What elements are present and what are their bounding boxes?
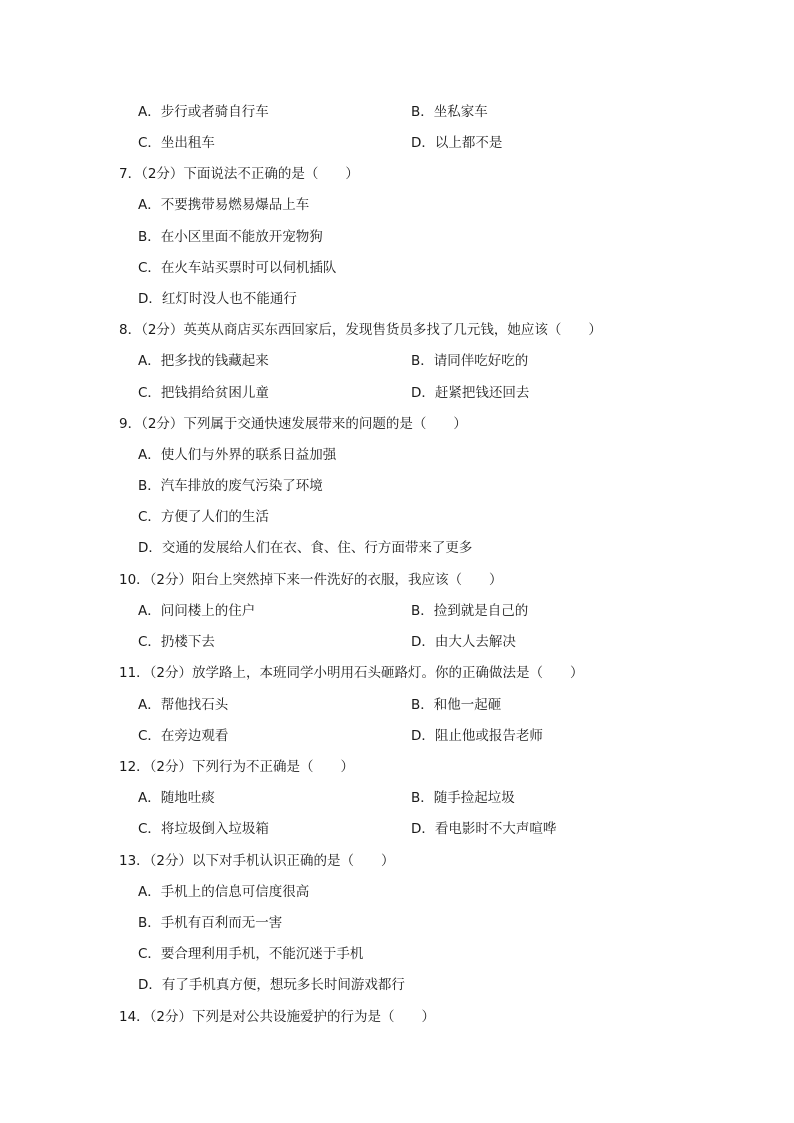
q6-option-b: B．坐私家车 — [411, 104, 488, 120]
q11-option-b: B．和他一起砸 — [411, 697, 502, 713]
q13-stem: 13．（2分）以下对手机认识正确的是（ ） — [119, 853, 395, 869]
q10-stem: 10．（2分）阳台上突然掉下来一件洗好的衣服，我应该（ ） — [119, 572, 503, 588]
q6-option-d: D．以上都不是 — [411, 135, 503, 151]
q9-stem: 9．（2分）下列属于交通快速发展带来的问题的是（ ） — [119, 416, 467, 432]
q12-option-a: A．随地吐痰 — [138, 790, 215, 806]
q9-option-d: D．交通的发展给人们在衣、食、住、行方面带来了更多 — [138, 540, 473, 556]
q13-option-d: D．有了手机真方便，想玩多长时间游戏都行 — [138, 977, 405, 993]
q12-stem: 12．（2分）下列行为不正确是（ ） — [119, 759, 355, 775]
q13-option-a: A．手机上的信息可信度很高 — [138, 884, 310, 900]
q14-stem: 14．（2分）下列是对公共设施爱护的行为是（ ） — [119, 1009, 436, 1025]
q11-option-c: C．在旁边观看 — [138, 728, 229, 744]
q7-option-b: B．在小区里面不能放开宠物狗 — [138, 229, 323, 245]
q7-option-d: D．红灯时没人也不能通行 — [138, 291, 297, 307]
q9-option-b: B．汽车排放的废气污染了环境 — [138, 478, 323, 494]
q10-option-c: C．扔楼下去 — [138, 634, 215, 650]
q12-option-c: C．将垃圾倒入垃圾箱 — [138, 821, 269, 837]
q11-stem: 11．（2分）放学路上，本班同学小明用石头砸路灯。你的正确做法是（ ） — [119, 665, 584, 681]
q6-option-a: A．步行或者骑自行车 — [138, 104, 269, 120]
q8-option-d: D．赶紧把钱还回去 — [411, 385, 530, 401]
q10-option-b: B．捡到就是自己的 — [411, 603, 529, 619]
q6-option-c: C．坐出租车 — [138, 135, 215, 151]
q10-option-a: A．问问楼上的住户 — [138, 603, 256, 619]
q8-option-b: B．请同伴吃好吃的 — [411, 353, 529, 369]
q8-option-c: C．把钱捐给贫困儿童 — [138, 385, 269, 401]
q7-option-c: C．在火车站买票时可以伺机插队 — [138, 260, 337, 276]
q8-stem: 8．（2分）英英从商店买东西回家后，发现售货员多找了几元钱，她应该（ ） — [119, 322, 602, 338]
q13-option-b: B．手机有百利而无一害 — [138, 915, 283, 931]
q9-option-a: A．使人们与外界的联系日益加强 — [138, 447, 337, 463]
q13-option-c: C．要合理利用手机，不能沉迷于手机 — [138, 946, 364, 962]
q11-option-a: A．帮他找石头 — [138, 697, 229, 713]
q11-option-d: D．阻止他或报告老师 — [411, 728, 543, 744]
q8-option-a: A．把多找的钱藏起来 — [138, 353, 269, 369]
q12-option-d: D．看电影时不大声喧哗 — [411, 821, 557, 837]
q9-option-c: C．方便了人们的生活 — [138, 509, 269, 525]
q10-option-d: D．由大人去解决 — [411, 634, 516, 650]
q7-stem: 7．（2分）下面说法不正确的是（ ） — [119, 166, 359, 182]
q12-option-b: B．随手捡起垃圾 — [411, 790, 515, 806]
q7-option-a: A．不要携带易燃易爆品上车 — [138, 197, 310, 213]
